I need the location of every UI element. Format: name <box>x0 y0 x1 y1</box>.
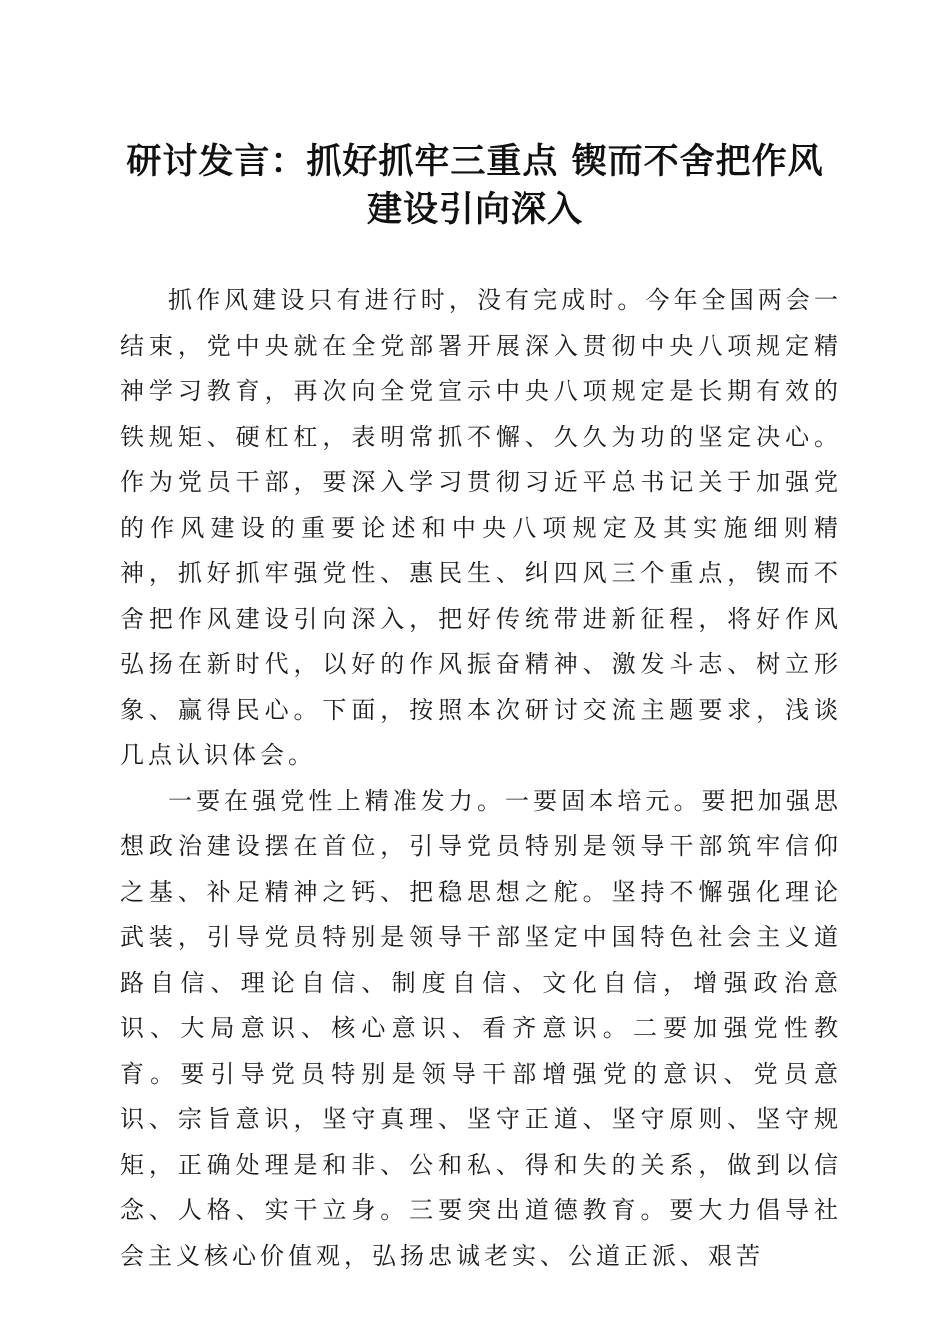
document-body <box>120 278 842 1279</box>
title-line-1: 研讨发言：抓好抓牢三重点 锲而不舍把作风 <box>126 141 824 182</box>
paragraph-party-spirit: 一要在强党性上精准发力。一要固本培元。要把加强思想政治建设摆在首位，引导党员特别是领导干部筑牢信仰之基、补足精神之钙、把稳思想之舵。坚持不懈强化理论武装，引导党员特别是领导干部坚定中国特色社会主义道路自信、理论自信、制度自信、文化自信，增强政治意识、大局意识、核心意识、看齐意识。二要加强党性教育。要引导党员特别是领导干部增强党的意识、党员意识、宗旨意识，坚守真理、坚守正道、坚守原则、坚守规矩，正确处理是和非、公和私、得和失的关系，做到以信念、人格、实干立身。三要突出道德教育。要大力倡导社会主义核心价值观，弘扬忠诚老实、公道正派、艰苦 <box>120 786 842 1270</box>
document-title <box>100 138 850 234</box>
title-line-2: 建设引向深入 <box>366 189 583 230</box>
paragraph-intro: 抓作风建设只有进行时，没有完成时。今年全国两会一结束，党中央就在全党部署开展深入贯彻中央八项规定精神学习教育，再次向全党宣示中央八项规定是长期有效的铁规矩、硬杠杠，表明常抓不懈、久久为功的坚定决心。作为党员干部，要深入学习贯彻习近平总书记关于加强党的作风建设的重要论述和中央八项规定及其实施细则精神，抓好抓牢强党性、惠民生、纠四风三个重点，锲而不舍把作风建设引向深入，把好传统带进新征程，将好作风弘扬在新时代，以好的作风振奋精神、激发斗志、树立形象、赢得民心。下面，按照本次研讨交流主题要求，浅谈几点认识体会。 <box>120 286 842 769</box>
